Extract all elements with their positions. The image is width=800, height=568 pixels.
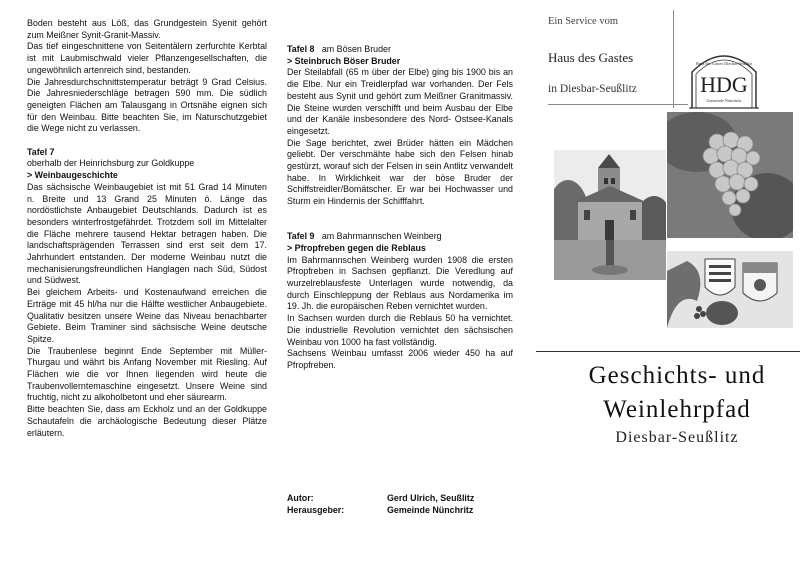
grapes-photo [667,112,793,238]
publisher-row [287,505,474,517]
title-divider [536,351,800,352]
logo-top-text: Haus des Gastes Diesbar-Seußlitz [695,61,753,66]
paragraph: Der Steilabfall (65 m über der Elbe) ging bis 1900 bis an die Elbe. Nur ein Treidlerpfad war vorhanden. Der Fels besteht aus Synit und gehört zum Meißner Granitmassiv. Die Steine wurden verschifft und beim Ausbau der Elbe und der Kanäle insbesondere des Nord- Ostsee-Kanals eingesetzt. [287,67,513,136]
author-name: Gerd Ulrich, Seußlitz [387,493,475,503]
paragraph: Bitte beachten Sie, dass am Eckholz und an der Goldkuppe Schautafeln die archäologische Bedeutung dieser Plätze erläutern. [27,404,267,438]
publisher-label: Herausgeber: [287,504,345,515]
tafel-9-location: am Bahrmannschen Weinberg [321,231,442,242]
title-line-2: Weinlehrpfad [603,396,751,423]
title-line-1: Geschichts- und [588,362,766,389]
subtitle: Diesbar-Seußlitz [615,429,739,446]
paragraph: Im Bahrmannschen Weinberg wurden 1908 die ersten Pfropfreben in Sachsen gepflanzt. Die Veredlung auf wurzelreblausfeste Unterlagen wurde notwendig, da durch Einschleppung der Reblaus aus Nordamerika im 19. Jh. die europäischen Reben vernichtet wurden. [287,254,513,312]
author-row [287,493,474,505]
service-text: Ein Service vom [548,16,618,27]
horizontal-divider [548,104,688,105]
tafel-9-subtitle: > Pfropfreben gegen die Reblaus [287,242,426,253]
tafel-9-heading [287,231,513,243]
tafel-8-location: am Bösen Bruder [321,44,391,54]
paragraph: Das sächsische Weinbaugebiet ist mit 51 Grad 14 Minuten n. Breite und 13 Grand 25 Minuten ö. Länge das nordöstlichste Anbaugebiet Deutschlands. Dadurch ist es besonders winterfrostgefährdet. Trotzdem soll im Mittelalter die Fläche mehrere tausend Hektar betragen haben. Die landschaftsprägenden Terrassen sind erst seit dem 17. Jahrhundert entstanden. Der moderne Weinbau nutzt die mechanisierungsfreundlichen Hanglagen nach Süd, Südost und Südwest. [27,181,267,286]
tafel-8-label: Tafel 8 [287,44,315,54]
coat-of-arms-photo [667,251,793,328]
author-label: Autor: [287,493,314,503]
church-photo [554,150,666,280]
paragraph: Die Traubenlese beginnt Ende September mit Müller-Thurgau und währt bis Anfang November mit Riesling. Auf Flächen wie die vor Ihnen liegenden wird heute die Traubenvollerntemaschine eingesetzt. Unsere Weine sind fruchtig, nicht zu alkoholbetont und eher säurearm. [27,345,267,403]
paragraph: Bei gleichem Arbeits- und Kostenaufwand erreichen die Erträge mit 45 hl/ha nur die Hälfte westlicher Anbaugebiete. Qualitativ besitzen unsere Weine das Niveau benachbarter Gebiete. Beim Traminer sind sächsische Weine deutsche Spitze. [27,287,267,344]
location-text: in Diesbar-Seußlitz [548,83,637,95]
publisher-name: Gemeinde Nünchritz [387,504,474,515]
tafel-7-location: oberhalb der Heinrichsburg zur Goldkuppe [27,158,195,169]
logo-letters: HDG [700,72,748,97]
paragraph: Sachsens Weinbau umfasst 2006 wieder 450 ha auf Pfropfreben. [287,348,513,370]
logo-bottom-text: Gemeinde Nünchritz [706,98,742,103]
cover-panel [536,0,800,568]
credits [287,493,474,516]
hdg-logo [686,46,762,112]
paragraph: Das tief eingeschnittene von Seitentälern zerfurchte Kerbtal ist mit Laubmischwald vieler Pflanzengesellschaften, die ungewöhnlich artenreich sind, bestanden. [27,41,267,75]
haus-des-gastes-text: Haus des Gastes [548,50,634,65]
text-column-left [27,18,267,439]
paragraph: Boden besteht aus Löß, das Grundgestein Syenit gehört zum Meißner Synit-Granit-Massiv. [27,18,267,40]
tafel-9-label: Tafel 9 [287,231,315,242]
tafel-8-heading [287,44,513,56]
tafel-8-subtitle: > Steinbruch Böser Bruder [287,55,401,66]
text-column-middle [287,44,513,372]
paragraph: Die Sage berichtet, zwei Brüder hätten ein Mädchen geliebt. Der verschmähte habe sich den Felsen hinab gestürzt, worauf sich der Felsen in sein Antlitz verwandelt habe. In Wirklichkeit war der böse Bruder der Schiffstreidler/Bomätscher. Er war bei Hochwasser und Sturm ein Hindernis der Schifffahrt. [287,137,513,207]
tafel-7-subtitle: > Weinbaugeschichte [27,170,118,181]
vertical-divider [673,10,674,108]
paragraph: In Sachsen wurden durch die Reblaus 50 ha vernichtet. Die industrielle Revolution vernichtet den sächsischen Weinbau von 1000 ha fast vollständig. [287,313,513,347]
paragraph: Die Jahresdurchschnittstemperatur beträgt 9 Grad Celsius. Die Jahresniederschläge betragen 590 mm. Die südlich geneigten Flächen am Talausgang in Ortsnähe eignen sich für den Weinbau. Bitte beachten Sie, im Naturschutzgebiet die Wege nicht zu verlassen. [27,76,267,134]
tafel-7-heading: Tafel 7 [27,146,55,157]
